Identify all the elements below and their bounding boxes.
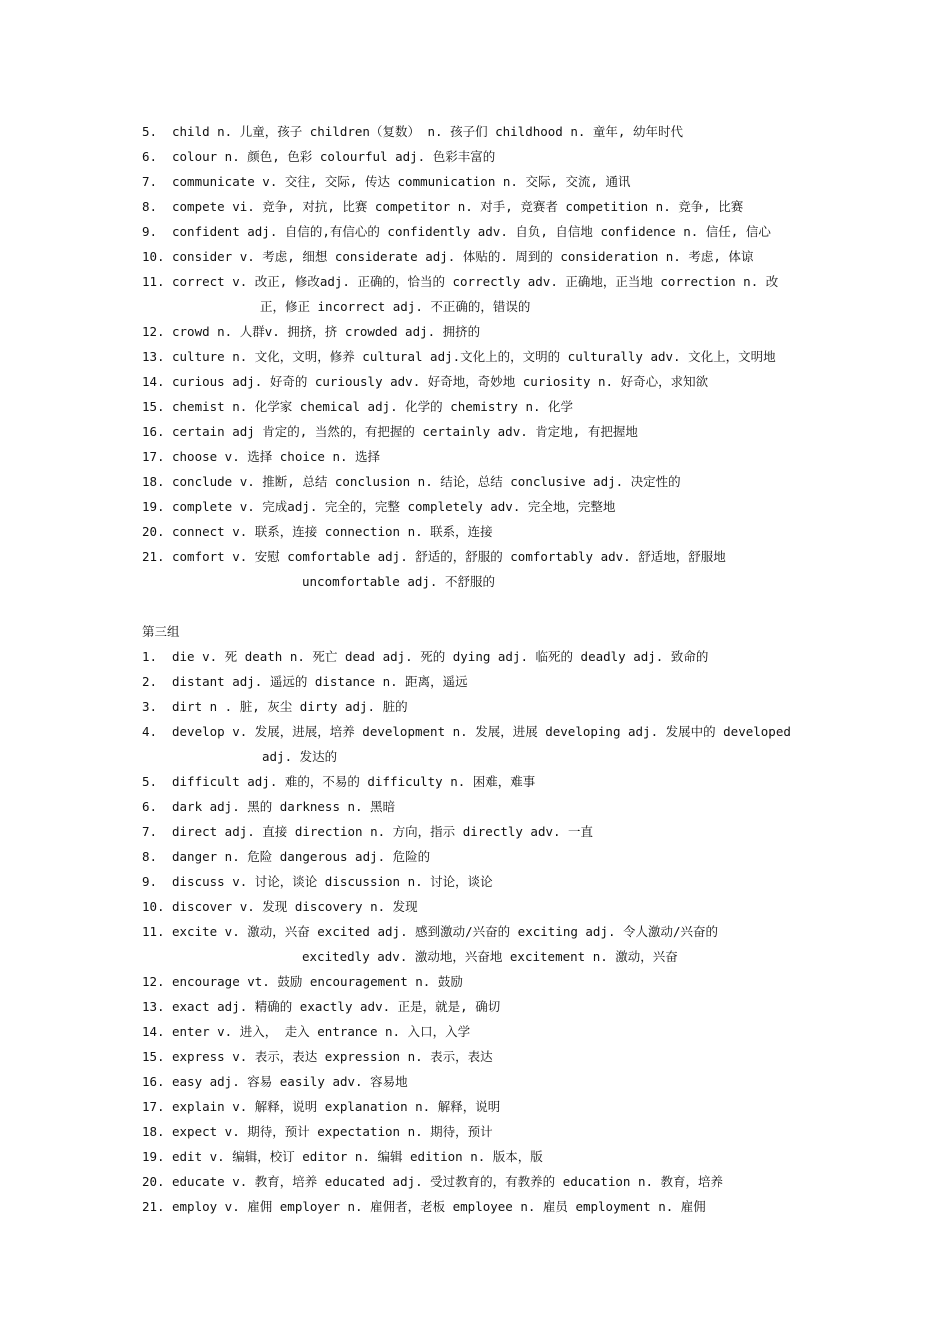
section-heading: 第三组: [142, 624, 180, 639]
item-text: culture n. 文化，文明，修养 cultural adj.文化上的，文明的 culturally adv. 文化上，文明地: [172, 349, 776, 364]
item-text: die v. 死 death n. 死亡 dead adj. 死的 dying adj. 临死的 deadly adj. 致命的: [172, 649, 709, 664]
list-item: [142, 1144, 832, 1169]
item-number: 11.: [142, 924, 165, 939]
item-text: certain adj 肯定的, 当然的，有把握的 certainly adv. 肯定地, 有把握地: [172, 424, 638, 439]
list-item: [142, 344, 832, 369]
item-number: 20.: [142, 1174, 165, 1189]
item-number: 18.: [142, 1124, 165, 1139]
item-number: 1.: [142, 649, 158, 664]
list-item: [142, 219, 832, 244]
list-item: [142, 1094, 832, 1119]
item-text: curious adj. 好奇的 curiously adv. 好奇地，奇妙地 curiosity n. 好奇心，求知欲: [172, 374, 709, 389]
item-number: 19.: [142, 1149, 165, 1164]
list-item: [142, 1169, 832, 1194]
item-text: edit v. 编辑，校订 editor n. 编辑 edition n. 版本，版: [172, 1149, 543, 1164]
list-item: [142, 969, 832, 994]
item-number: 2.: [142, 674, 158, 689]
item-text: encourage vt. 鼓励 encouragement n. 鼓励: [172, 974, 463, 989]
item-text: crowd n. 人群v. 拥挤，挤 crowded adj. 拥挤的: [172, 324, 481, 339]
list-item: [142, 119, 832, 144]
item-continuation: 正，修正 incorrect adj. 不正确的，错误的: [260, 299, 531, 314]
item-text: educate v. 教育，培养 educated adj. 受过教育的，有教养的 education n. 教育，培养: [172, 1174, 724, 1189]
item-text: discover v. 发现 discovery n. 发现: [172, 899, 418, 914]
item-text: correct v. 改正, 修改adj. 正确的，恰当的 correctly adv. 正确地，正当地 correction n. 改: [172, 274, 779, 289]
list-item: [142, 494, 832, 519]
item-text: choose v. 选择 choice n. 选择: [172, 449, 381, 464]
item-text: conclude v. 推断, 总结 conclusion n. 结论，总结 conclusive adj. 决定性的: [172, 474, 681, 489]
item-text: dark adj. 黑的 darkness n. 黑暗: [172, 799, 396, 814]
item-number: 20.: [142, 524, 165, 539]
list-item: [142, 169, 832, 194]
item-number: 19.: [142, 499, 165, 514]
item-text: excite v. 激动，兴奋 excited adj. 感到激动/兴奋的 exciting adj. 令人激动/兴奋的: [172, 924, 719, 939]
item-number: 10.: [142, 899, 165, 914]
item-text: direct adj. 直接 direction n. 方向，指示 directly adv. 一直: [172, 824, 594, 839]
item-text: easy adj. 容易 easily adv. 容易地: [172, 1074, 408, 1089]
item-text: distant adj. 遥远的 distance n. 距离，遥远: [172, 674, 468, 689]
item-number: 13.: [142, 349, 165, 364]
list-item: [142, 444, 832, 469]
item-text: difficult adj. 难的，不易的 difficulty n. 困难，难事: [172, 774, 536, 789]
item-text: colour n. 颜色, 色彩 colourful adj. 色彩丰富的: [172, 149, 496, 164]
list-item: [142, 544, 832, 594]
item-number: 13.: [142, 999, 165, 1014]
list-item: [142, 1194, 832, 1219]
item-text: child n. 儿童，孩子 children（复数） n. 孩子们 childhood n. 童年, 幼年时代: [172, 124, 683, 139]
list-item: [142, 819, 832, 844]
item-number: 8.: [142, 849, 158, 864]
item-number: 16.: [142, 424, 165, 439]
list-item: [142, 369, 832, 394]
item-text: enter v. 进入， 走入 entrance n. 入口，入学: [172, 1024, 471, 1039]
item-text: dirt n . 脏, 灰尘 dirty adj. 脏的: [172, 699, 408, 714]
item-text: communicate v. 交往, 交际, 传达 communication n. 交际, 交流, 通讯: [172, 174, 631, 189]
vocabulary-list: [142, 119, 832, 1219]
item-number: 21.: [142, 1199, 165, 1214]
list-item: [142, 894, 832, 919]
item-number: 9.: [142, 224, 158, 239]
item-number: 3.: [142, 699, 158, 714]
item-number: 17.: [142, 449, 165, 464]
item-number: 12.: [142, 974, 165, 989]
item-continuation: excitedly adv. 激动地，兴奋地 excitement n. 激动，兴奋: [302, 949, 678, 964]
list-item: [142, 844, 832, 869]
item-number: 12.: [142, 324, 165, 339]
list-item: [142, 419, 832, 444]
item-number: 18.: [142, 474, 165, 489]
item-text: explain v. 解释，说明 explanation n. 解释，说明: [172, 1099, 501, 1114]
item-number: 21.: [142, 549, 165, 564]
item-continuation: adj. 发达的: [262, 749, 338, 764]
item-text: discuss v. 讨论，谈论 discussion n. 讨论，谈论: [172, 874, 493, 889]
list-item: [142, 769, 832, 794]
list-item: [142, 469, 832, 494]
item-number: 4.: [142, 724, 158, 739]
list-item: [142, 269, 832, 319]
item-number: 17.: [142, 1099, 165, 1114]
item-number: 6.: [142, 799, 158, 814]
item-number: 16.: [142, 1074, 165, 1089]
section-gap: [142, 594, 832, 619]
item-text: express v. 表示，表达 expression n. 表示，表达: [172, 1049, 493, 1064]
list-item: [142, 1044, 832, 1069]
item-text: danger n. 危险 dangerous adj. 危险的: [172, 849, 431, 864]
list-item: [142, 394, 832, 419]
item-text: comfort v. 安慰 comfortable adj. 舒适的，舒服的 comfortably adv. 舒适地，舒服地: [172, 549, 726, 564]
list-item: [142, 919, 832, 969]
item-text: exact adj. 精确的 exactly adv. 正是，就是, 确切: [172, 999, 501, 1014]
list-item: [142, 1119, 832, 1144]
item-text: consider v. 考虑, 细想 considerate adj. 体贴的. 周到的 consideration n. 考虑, 体谅: [172, 249, 754, 264]
list-item: [142, 994, 832, 1019]
item-number: 7.: [142, 824, 158, 839]
item-number: 14.: [142, 374, 165, 389]
list-item: [142, 519, 832, 544]
list-item: [142, 1069, 832, 1094]
item-number: 15.: [142, 1049, 165, 1064]
item-number: 5.: [142, 774, 158, 789]
item-number: 7.: [142, 174, 158, 189]
list-item: [142, 319, 832, 344]
list-item: [142, 794, 832, 819]
item-number: 8.: [142, 199, 158, 214]
item-text: expect v. 期待，预计 expectation n. 期待，预计: [172, 1124, 493, 1139]
item-number: 5.: [142, 124, 158, 139]
item-text: compete vi. 竞争, 对抗, 比赛 competitor n. 对手, 竞赛者 competition n. 竞争, 比赛: [172, 199, 744, 214]
list-item: [142, 1019, 832, 1044]
item-text: employ v. 雇佣 employer n. 雇佣者，老板 employee n. 雇员 employment n. 雇佣: [172, 1199, 706, 1214]
item-number: 14.: [142, 1024, 165, 1039]
list-item: [142, 669, 832, 694]
list-item: [142, 244, 832, 269]
item-text: connect v. 联系，连接 connection n. 联系，连接: [172, 524, 493, 539]
item-continuation: uncomfortable adj. 不舒服的: [302, 574, 495, 589]
list-item: [142, 694, 832, 719]
item-text: complete v. 完成adj. 完全的，完整 completely adv. 完全地，完整地: [172, 499, 616, 514]
list-item: [142, 644, 832, 669]
list-item: [142, 719, 832, 769]
item-text: develop v. 发展，进展，培养 development n. 发展，进展 developing adj. 发展中的 developed: [172, 724, 791, 739]
list-item: [142, 869, 832, 894]
item-text: chemist n. 化学家 chemical adj. 化学的 chemistry n. 化学: [172, 399, 574, 414]
list-item: [142, 144, 832, 169]
item-number: 15.: [142, 399, 165, 414]
item-number: 9.: [142, 874, 158, 889]
item-text: confident adj. 自信的,有信心的 confidently adv. 自负, 自信地 confidence n. 信任, 信心: [172, 224, 771, 239]
list-item: [142, 194, 832, 219]
item-number: 10.: [142, 249, 165, 264]
item-number: 11.: [142, 274, 165, 289]
item-number: 6.: [142, 149, 158, 164]
